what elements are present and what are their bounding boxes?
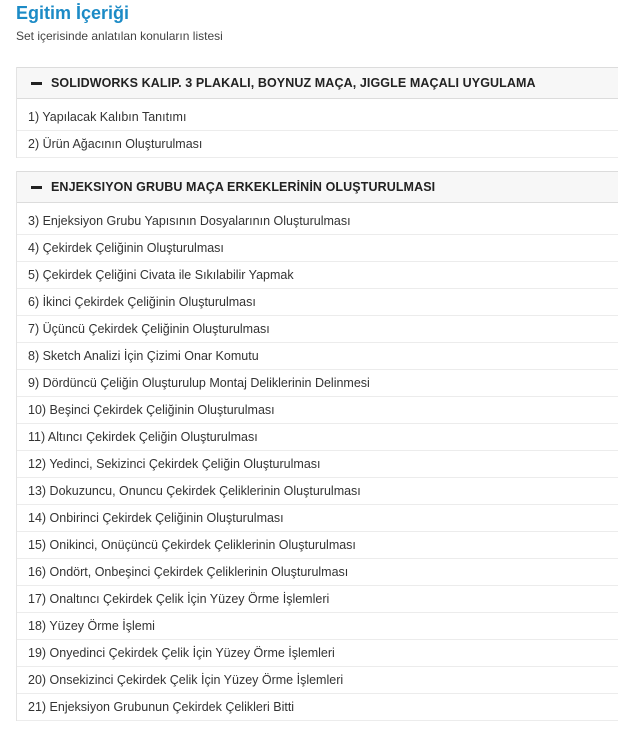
section-title: ENJEKSIYON GRUBU MAÇA ERKEKLERİNİN OLUŞTURULMASI	[51, 180, 436, 194]
page-title: Egitim İçeriği	[16, 3, 130, 23]
lesson-item[interactable]: 14) Onbirinci Çekirdek Çeliğinin Oluşturulması	[17, 505, 618, 532]
lesson-item[interactable]: 10) Beşinci Çekirdek Çeliğinin Oluşturulması	[17, 397, 618, 424]
lesson-item[interactable]: 11) Altıncı Çekirdek Çeliğin Oluşturulması	[17, 424, 618, 451]
section-header[interactable]	[17, 67, 618, 99]
lesson-item[interactable]: 13) Dokuzuncu, Onuncu Çekirdek Çeliklerinin Oluşturulması	[17, 478, 618, 505]
lesson-item[interactable]: 9) Dördüncü Çeliğin Oluşturulup Montaj Deliklerinin Delinmesi	[17, 370, 618, 397]
lesson-item[interactable]: 21) Enjeksiyon Grubunun Çekirdek Çelikleri Bitti	[17, 694, 618, 721]
lesson-item[interactable]: 16) Ondört, Onbeşinci Çekirdek Çeliklerinin Oluşturulması	[17, 559, 618, 586]
minus-icon[interactable]	[31, 82, 42, 85]
curriculum-section	[16, 171, 618, 721]
lesson-item[interactable]: 18) Yüzey Örme İşlemi	[17, 613, 618, 640]
lesson-item[interactable]: 3) Enjeksiyon Grubu Yapısının Dosyalarının Oluşturulması	[17, 208, 618, 235]
section-lesson-list	[17, 203, 618, 721]
section-title: SOLIDWORKS KALIP. 3 PLAKALI, BOYNUZ MAÇA, JIGGLE MAÇALI UYGULAMA	[51, 76, 536, 90]
lesson-item[interactable]: 15) Onikinci, Onüçüncü Çekirdek Çeliklerinin Oluşturulması	[17, 532, 618, 559]
page-subtitle: Set içerisinde anlatılan konuların listesi	[16, 29, 223, 43]
curriculum-section	[16, 67, 618, 158]
section-header[interactable]	[17, 171, 618, 203]
lesson-item[interactable]: 1) Yapılacak Kalıbın Tanıtımı	[17, 104, 618, 131]
lesson-item[interactable]: 19) Onyedinci Çekirdek Çelik İçin Yüzey Örme İşlemleri	[17, 640, 618, 667]
section-lesson-list	[17, 99, 618, 158]
lesson-item[interactable]: 12) Yedinci, Sekizinci Çekirdek Çeliğin Oluşturulması	[17, 451, 618, 478]
lesson-item[interactable]: 2) Ürün Ağacının Oluşturulması	[17, 131, 618, 158]
lesson-item[interactable]: 17) Onaltıncı Çekirdek Çelik İçin Yüzey Örme İşlemleri	[17, 586, 618, 613]
lesson-item[interactable]: 20) Onsekizinci Çekirdek Çelik İçin Yüzey Örme İşlemleri	[17, 667, 618, 694]
lesson-item[interactable]: 8) Sketch Analizi İçin Çizimi Onar Komutu	[17, 343, 618, 370]
lesson-item[interactable]: 7) Üçüncü Çekirdek Çeliğinin Oluşturulması	[17, 316, 618, 343]
lesson-item[interactable]: 6) İkinci Çekirdek Çeliğinin Oluşturulması	[17, 289, 618, 316]
minus-icon[interactable]	[31, 186, 42, 189]
lesson-item[interactable]: 4) Çekirdek Çeliğinin Oluşturulması	[17, 235, 618, 262]
lesson-item[interactable]: 5) Çekirdek Çeliğini Civata ile Sıkılabilir Yapmak	[17, 262, 618, 289]
